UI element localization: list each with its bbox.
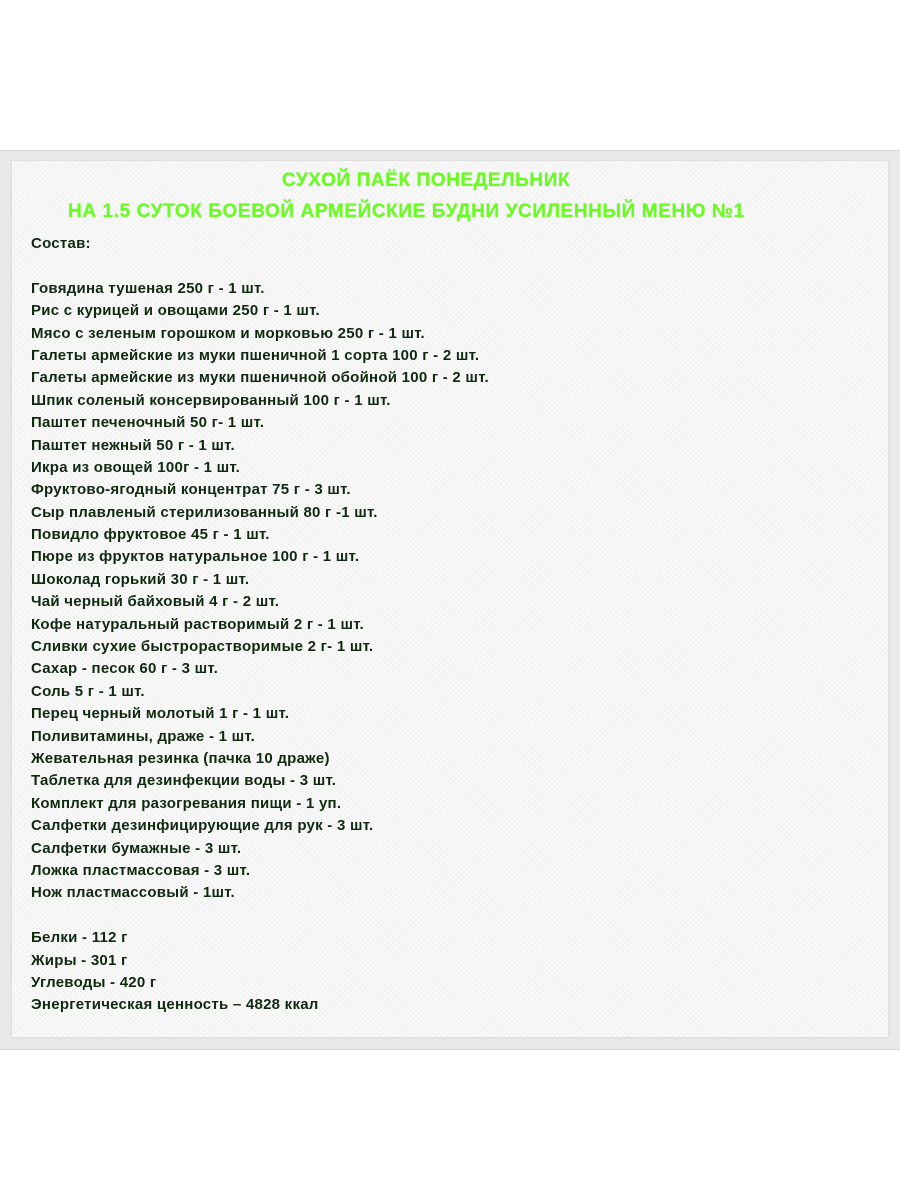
ingredient-item: Икра из овощей 100г - 1 шт.	[31, 458, 241, 476]
ingredient-item: Нож пластмассовый - 1шт.	[31, 884, 235, 902]
nutrition-fat: Жиры - 301 г	[31, 951, 128, 969]
nutrition-energy: Энергетическая ценность – 4828 ккал	[31, 996, 319, 1014]
ingredient-item: Шоколад горький 30 г - 1 шт.	[31, 570, 250, 588]
ingredient-item: Пюре из фруктов натуральное 100 г - 1 шт.	[31, 548, 360, 566]
ingredient-item: Фруктово-ягодный концентрат 75 г - 3 шт.	[31, 481, 351, 499]
ingredient-item: Салфетки бумажные - 3 шт.	[31, 839, 242, 857]
composition-section	[31, 233, 871, 1017]
ingredient-item: Сливки сухие быстрорастворимые 2 г- 1 шт.	[31, 638, 374, 656]
ingredient-item: Сахар - песок 60 г - 3 шт.	[31, 660, 219, 678]
ingredient-item: Рис с курицей и овощами 250 г - 1 шт.	[31, 302, 320, 320]
page-title: СУХОЙ ПАЁК ПОНЕДЕЛЬНИК	[281, 170, 571, 191]
ingredient-item: Комплект для разогревания пищи - 1 уп.	[31, 794, 342, 812]
ingredient-item: Шпик соленый консервированный 100 г - 1 шт.	[31, 391, 391, 409]
ingredient-item: Галеты армейские из муки пшеничной обойной 100 г - 2 шт.	[31, 369, 489, 387]
spacer	[31, 255, 871, 277]
ingredient-item: Галеты армейские из муки пшеничной 1 сорта 100 г - 2 шт.	[31, 346, 480, 364]
page-subtitle: НА 1.5 СУТОК БОЕВОЙ АРМЕЙСКИЕ БУДНИ УСИЛЕННЫЙ МЕНЮ №1	[68, 201, 745, 222]
ingredient-item: Говядина тушеная 250 г - 1 шт.	[31, 279, 265, 297]
composition-label: Состав:	[31, 235, 91, 252]
nutrition-carbs: Углеводы - 420 г	[31, 973, 157, 991]
ingredient-item: Сыр плавленый стерилизованный 80 г -1 шт.	[31, 503, 378, 521]
ingredient-item: Паштет печеночный 50 г- 1 шт.	[31, 414, 265, 432]
ingredient-item: Таблетка для дезинфекции воды - 3 шт.	[31, 772, 337, 790]
ingredient-item: Салфетки дезинфицирующие для рук - 3 шт.	[31, 817, 374, 835]
ingredient-item: Перец черный молотый 1 г - 1 шт.	[31, 705, 290, 723]
ingredient-item: Повидло фруктовое 45 г - 1 шт.	[31, 526, 270, 544]
ingredient-item: Поливитамины, драже - 1 шт.	[31, 727, 256, 745]
nutrition-protein: Белки - 112 г	[31, 929, 128, 947]
ingredient-item: Ложка пластмассовая - 3 шт.	[31, 861, 251, 879]
ingredient-item: Жевательная резинка (пачка 10 драже)	[31, 749, 330, 767]
ingredient-item: Соль 5 г - 1 шт.	[31, 682, 145, 700]
spacer	[31, 905, 871, 927]
ingredient-item: Мясо с зеленым горошком и морковью 250 г - 1 шт.	[31, 324, 425, 342]
ingredient-item: Паштет нежный 50 г - 1 шт.	[31, 436, 235, 454]
ingredient-item: Чай черный байховый 4 г - 2 шт.	[31, 593, 280, 611]
ingredient-item: Кофе натуральный растворимый 2 г - 1 шт.	[31, 615, 364, 633]
